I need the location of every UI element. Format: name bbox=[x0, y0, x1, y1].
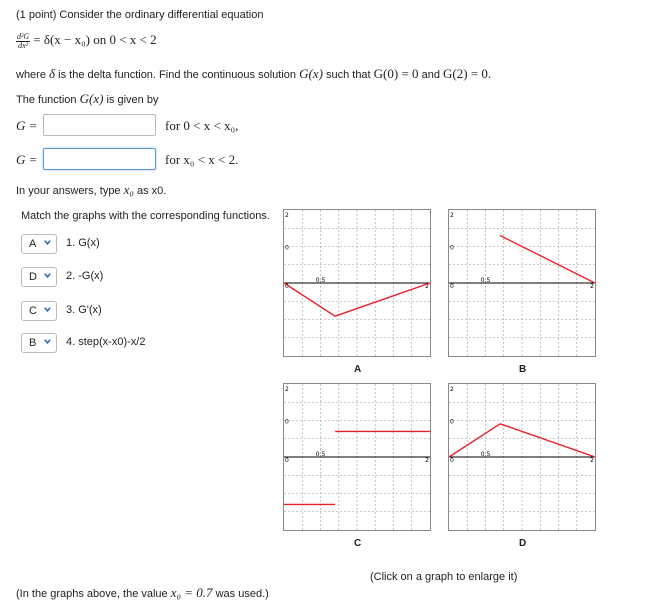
where-line: where δ is the delta function. Find the continuous solution G(x) such that G(0) = 0 and G(2) = 0. bbox=[16, 66, 492, 81]
g-label-2: G = bbox=[16, 152, 38, 167]
match-select-2-value: D bbox=[29, 271, 37, 283]
match-select-1[interactable] bbox=[21, 234, 57, 254]
axis-label-left: 0 bbox=[450, 457, 454, 464]
problem-header: (1 point) Consider the ordinary differential equation bbox=[16, 9, 264, 21]
graph-a[interactable] bbox=[283, 209, 431, 357]
axis-label-right: 2 bbox=[425, 457, 429, 464]
curve-segment bbox=[500, 236, 595, 283]
axis-label-tick: 0.5 bbox=[480, 277, 491, 284]
axis-label-tick: 0.5 bbox=[315, 277, 326, 284]
match-label-4: 4. step(x-x0)-x/2 bbox=[66, 336, 146, 348]
match-label-1: 1. G(x) bbox=[66, 237, 100, 249]
g-answer-input-1[interactable] bbox=[43, 114, 156, 136]
match-select-2[interactable] bbox=[21, 267, 57, 287]
g-answer-input-2[interactable] bbox=[43, 148, 156, 170]
graph-d[interactable] bbox=[448, 383, 596, 531]
axis-label-left: 0 bbox=[450, 283, 454, 290]
footer-note: (In the graphs above, the value x₀ = 0.7 was used.) bbox=[16, 585, 269, 600]
axis-label-tick: 0.5 bbox=[315, 451, 326, 458]
graph-plot bbox=[284, 210, 430, 356]
match-select-4-value: B bbox=[29, 337, 37, 349]
curve-segment bbox=[284, 283, 335, 316]
graph-label-a: A bbox=[354, 364, 362, 375]
axis-label-left: 0 bbox=[285, 283, 289, 290]
match-select-4[interactable] bbox=[21, 333, 57, 353]
graph-label-d: D bbox=[519, 538, 527, 549]
axis-label-mid: 0 bbox=[450, 418, 454, 426]
axis-label-top: 2 bbox=[285, 212, 289, 219]
axis-label-top: 2 bbox=[450, 212, 454, 219]
match-select-3-value: C bbox=[29, 305, 37, 317]
graph-b[interactable] bbox=[448, 209, 596, 357]
chevron-down-icon bbox=[43, 337, 52, 346]
graph-plot bbox=[449, 384, 595, 530]
g-condition-1: for 0 < x < x₀, bbox=[165, 118, 239, 133]
match-label-3: 3. G'(x) bbox=[66, 304, 102, 316]
match-select-3[interactable] bbox=[21, 301, 57, 321]
axis-label-right: 2 bbox=[590, 457, 594, 464]
g-label-1: G = bbox=[16, 118, 38, 133]
graph-c[interactable] bbox=[283, 383, 431, 531]
match-select-1-value: A bbox=[29, 238, 37, 250]
match-label-2: 2. -G(x) bbox=[66, 270, 104, 282]
axis-label-top: 2 bbox=[285, 386, 289, 393]
axis-label-right: 2 bbox=[425, 283, 429, 290]
axis-label-top: 2 bbox=[450, 386, 454, 393]
chevron-down-icon bbox=[43, 271, 52, 280]
chevron-down-icon bbox=[43, 238, 52, 247]
graph-label-c: C bbox=[354, 538, 362, 549]
g-condition-2: for x₀ < x < 2. bbox=[165, 152, 239, 167]
axis-label-mid: 0 bbox=[285, 418, 289, 426]
ode-rhs: = δ(x − x₀) on 0 < x < 2 bbox=[33, 32, 157, 47]
curve-segment bbox=[335, 283, 430, 316]
axis-label-mid: 0 bbox=[285, 244, 289, 252]
ode-equation bbox=[16, 32, 157, 50]
axis-label-left: 0 bbox=[285, 457, 289, 464]
graph-label-b: B bbox=[519, 364, 527, 375]
graph-plot bbox=[284, 384, 430, 530]
given-by-line: The function G(x) is given by bbox=[16, 91, 159, 106]
curve-segment bbox=[500, 424, 595, 457]
axis-label-right: 2 bbox=[590, 283, 594, 290]
axis-label-mid: 0 bbox=[450, 244, 454, 252]
chevron-down-icon bbox=[43, 305, 52, 314]
curve-segment bbox=[449, 424, 500, 457]
graph-plot bbox=[449, 210, 595, 356]
click-hint: (Click on a graph to enlarge it) bbox=[370, 571, 518, 583]
axis-label-tick: 0.5 bbox=[480, 451, 491, 458]
answers-hint: In your answers, type x₀ as x0. bbox=[16, 182, 167, 197]
ode-fraction: $\frac{\text{d²G}}{\text{dx²}}$ bbox=[17, 31, 30, 50]
match-instruction: Match the graphs with the corresponding functions. bbox=[21, 210, 270, 222]
